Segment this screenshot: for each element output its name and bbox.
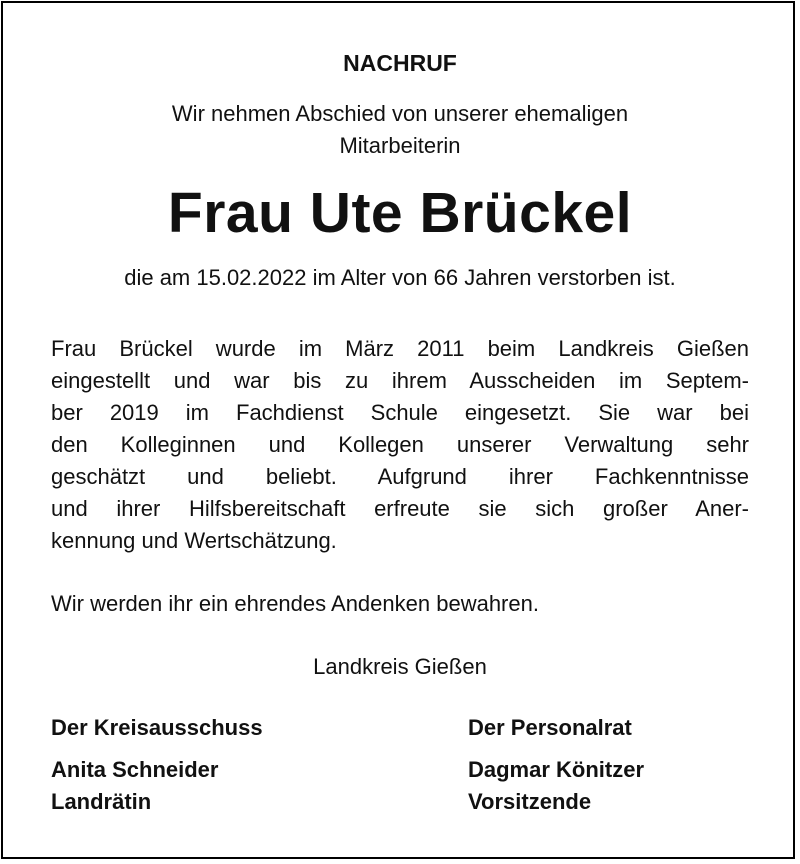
closing-sentence: Wir werden ihr ein ehrendes Andenken bewahren. [51,591,539,616]
intro-line: Wir nehmen Abschied von unserer ehemaligen [171,101,629,126]
signature-department: Der Kreisausschuss [51,715,263,740]
deceased-name: Frau Ute Brückel [167,181,633,245]
organization-name: Landkreis Gießen [313,654,487,679]
signature-role: Landrätin [51,789,152,814]
notice-heading: NACHRUF [343,50,457,76]
body-line: eingestellt und war bis zu ihrem Ausscheiden im Septem- [51,368,749,393]
signature-block-right [468,712,788,818]
obituary-body [51,333,749,557]
intro-text [51,98,749,162]
body-line: geschätzt und beliebt. Aufgrund ihrer Fachkenntnisse [51,464,749,489]
body-line: den Kolleginnen und Kollegen unserer Verwaltung sehr [51,432,749,457]
death-date-line: die am 15.02.2022 im Alter von 66 Jahren verstorben ist. [124,265,676,290]
signature-person: Anita Schneider [51,757,219,782]
signature-person: Dagmar Könitzer [468,757,645,782]
body-line: kennung und Wertschätzung. [51,528,337,553]
intro-line: Mitarbeiterin [339,133,461,158]
signature-department: Der Personalrat [468,715,632,740]
body-line: Frau Brückel wurde im März 2011 beim Landkreis Gießen [51,336,749,361]
body-line: und ihrer Hilfsbereitschaft erfreute sie sich großer Aner- [51,496,749,521]
body-line: ber 2019 im Fachdienst Schule eingesetzt. Sie war bei [51,400,749,425]
signature-role: Vorsitzende [468,789,592,814]
signature-block-left [51,712,371,818]
